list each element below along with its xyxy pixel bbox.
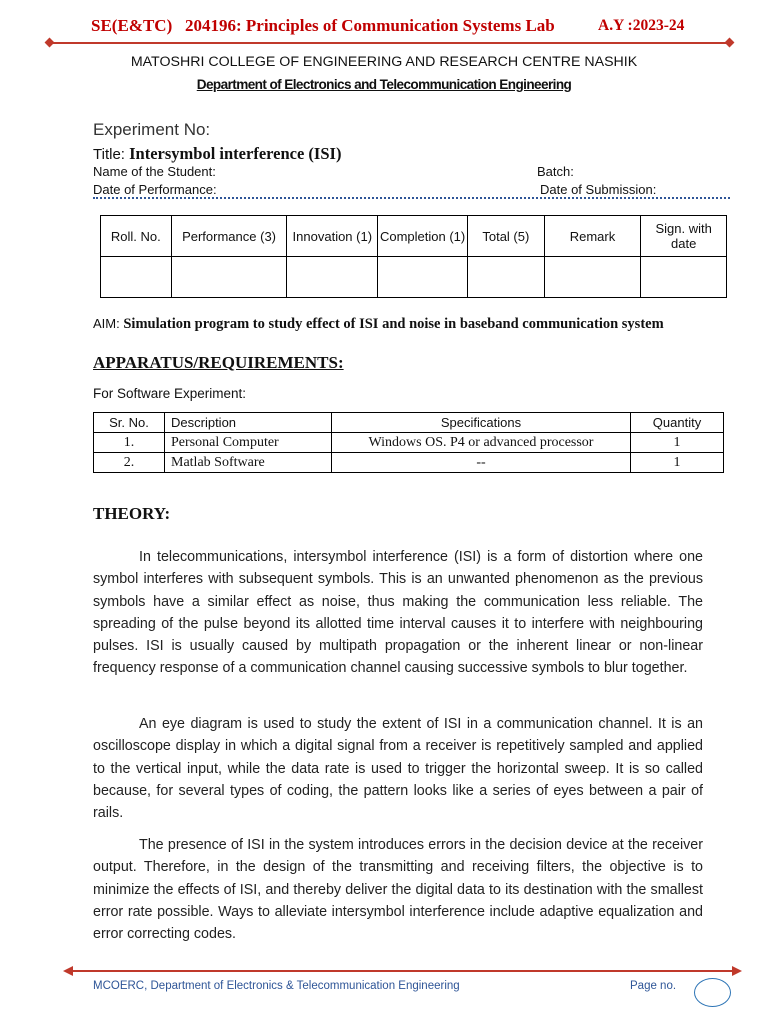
department-name: Department of Electronics and Telecommunication Engineering bbox=[196, 77, 572, 92]
requirements-header-cell: Quantity bbox=[631, 413, 724, 433]
requirements-header-cell: Specifications bbox=[332, 413, 631, 433]
title-label: Title: bbox=[93, 146, 125, 163]
theory-paragraph-text: The presence of ISI in the system introduces errors in the decision device at the receiver output. Therefore, in the design of the transmitting and receiving filters, the objective is to minimize the effects of ISI, and thereby deliver the digital data to its destination with the smallest error rate possible. Ways to alleviate intersymbol interference include adaptive equalization and error correcting codes. bbox=[93, 837, 703, 943]
requirements-header-cell: Sr. No. bbox=[94, 413, 165, 433]
marks-entry-cell[interactable] bbox=[287, 257, 378, 298]
theory-paragraph bbox=[93, 713, 703, 824]
marks-header-cell: Remark bbox=[544, 216, 641, 257]
footer-divider bbox=[70, 970, 734, 972]
aim-text: Simulation program to study effect of ISI and noise in baseband communication system bbox=[123, 316, 664, 332]
marks-entry-cell[interactable] bbox=[468, 257, 545, 298]
header-divider bbox=[52, 42, 728, 44]
title-value: Intersymbol interference (ISI) bbox=[129, 144, 342, 163]
marks-header-cell: Sign. with date bbox=[641, 216, 727, 257]
marks-entry-row bbox=[101, 257, 727, 298]
marks-entry-cell[interactable] bbox=[641, 257, 727, 298]
requirements-table bbox=[93, 412, 724, 473]
date-of-performance-label: Date of Performance: bbox=[93, 182, 217, 197]
aim bbox=[93, 316, 664, 333]
requirements-cell: Windows OS. P4 or advanced processor bbox=[332, 433, 631, 453]
marks-entry-cell[interactable] bbox=[378, 257, 468, 298]
requirements-row bbox=[94, 453, 724, 473]
requirements-cell: 1 bbox=[631, 433, 724, 453]
software-experiment-label: For Software Experiment: bbox=[93, 386, 247, 401]
experiment-title bbox=[93, 144, 341, 164]
requirements-header-cell: Description bbox=[165, 413, 332, 433]
footer-text: MCOERC, Department of Electronics & Telecommunication Engineering bbox=[93, 980, 460, 992]
marks-header-cell: Total (5) bbox=[468, 216, 545, 257]
requirements-row bbox=[94, 433, 724, 453]
header bbox=[0, 16, 768, 38]
theory-paragraph bbox=[93, 546, 703, 680]
aim-label: AIM: bbox=[93, 316, 120, 331]
footer-arrow-left-icon bbox=[63, 966, 73, 976]
experiment-number-label: Experiment No: bbox=[93, 120, 211, 139]
divider-diamond-left bbox=[45, 38, 55, 48]
marks-header-cell: Roll. No. bbox=[101, 216, 172, 257]
date-of-submission-label: Date of Submission: bbox=[540, 182, 657, 197]
course-title: SE(E&TC) 204196: Principles of Communication Systems Lab bbox=[91, 16, 555, 35]
batch-label: Batch: bbox=[537, 164, 574, 179]
apparatus-heading: APPARATUS/REQUIREMENTS: bbox=[93, 353, 344, 372]
theory-paragraph bbox=[93, 834, 703, 945]
requirements-cell: 2. bbox=[94, 453, 165, 473]
marks-header-cell: Completion (1) bbox=[378, 216, 468, 257]
requirements-cell: -- bbox=[332, 453, 631, 473]
marks-entry-cell[interactable] bbox=[544, 257, 641, 298]
marks-entry-cell[interactable] bbox=[171, 257, 287, 298]
page-number-oval bbox=[694, 978, 731, 1007]
requirements-cell: Matlab Software bbox=[165, 453, 332, 473]
page-number-label: Page no. bbox=[630, 980, 677, 992]
footer-arrow-right-icon bbox=[732, 966, 742, 976]
theory-heading: THEORY: bbox=[93, 504, 171, 523]
theory-paragraph-text: An eye diagram is used to study the extent of ISI in a communication channel. It is an oscilloscope display in which a digital signal from a receiver is repetitively sampled and applied to the vertical input, while the data rate is used to trigger the horizontal sweep. It is so called because, for several types of coding, the pattern looks like a series of eyes between a pair of rails. bbox=[93, 716, 703, 822]
marks-header-cell: Performance (3) bbox=[171, 216, 287, 257]
theory-paragraph-text: In telecommunications, intersymbol interference (ISI) is a form of distortion where one symbol interferes with subsequent symbols. This is an unwanted phenomenon as the previous symbols have a similar effect as noise, thus making the communication less reliable. The spreading of the pulse beyond its allotted time interval causes it to interfere with neighbouring pulses. ISI is usually caused by multipath propagation or the inherent linear or non-linear frequency response of a communication channel causing successive symbols to blur together. bbox=[93, 549, 703, 677]
student-name-label: Name of the Student: bbox=[93, 164, 216, 179]
dotted-separator bbox=[93, 197, 730, 199]
requirements-header-row bbox=[94, 413, 724, 433]
requirements-cell: 1. bbox=[94, 433, 165, 453]
marks-table bbox=[100, 215, 727, 298]
divider-diamond-right bbox=[725, 38, 735, 48]
marks-header-row bbox=[101, 216, 727, 257]
college-name: MATOSHRI COLLEGE OF ENGINEERING AND RESEARCH CENTRE NASHIK bbox=[130, 54, 638, 70]
requirements-cell: 1 bbox=[631, 453, 724, 473]
marks-entry-cell[interactable] bbox=[101, 257, 172, 298]
requirements-cell: Personal Computer bbox=[165, 433, 332, 453]
academic-year: A.Y :2023-24 bbox=[598, 17, 685, 34]
marks-header-cell: Innovation (1) bbox=[287, 216, 378, 257]
